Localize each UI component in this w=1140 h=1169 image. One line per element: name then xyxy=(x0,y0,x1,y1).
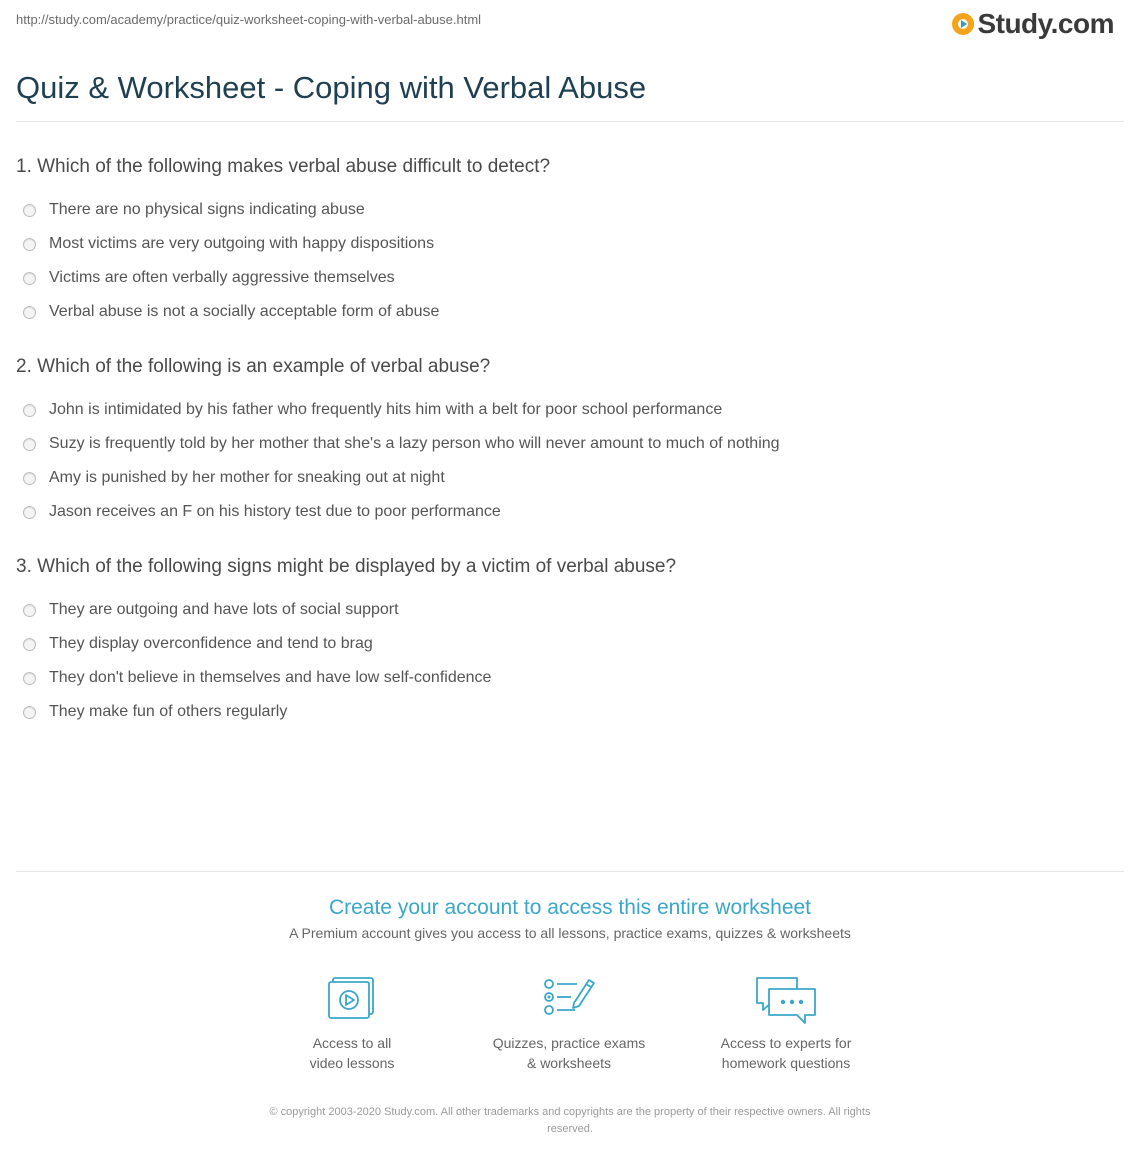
cta-divider xyxy=(16,871,1124,872)
chat-experts-icon xyxy=(753,975,819,1027)
answer-option[interactable] xyxy=(16,490,1124,534)
radio-button[interactable] xyxy=(23,306,36,319)
feature-quizzes xyxy=(469,975,669,1073)
title-divider xyxy=(16,121,1124,122)
radio-button[interactable] xyxy=(23,238,36,251)
question-3 xyxy=(16,555,1124,734)
cta-subtitle: A Premium account gives you access to all lessons, practice exams, quizzes & worksheets xyxy=(289,925,851,941)
option-label: They are outgoing and have lots of social support xyxy=(49,601,399,618)
option-label: There are no physical signs indicating abuse xyxy=(49,201,365,218)
feature-label xyxy=(252,1033,452,1073)
question-text: 3. Which of the following signs might be displayed by a victim of verbal abuse? xyxy=(16,556,677,577)
feature-label-line: homework questions xyxy=(721,1055,851,1071)
cta-title-link[interactable]: Create your account to access this entire worksheet xyxy=(328,896,812,919)
question-list xyxy=(16,155,1124,755)
option-label: Amy is punished by her mother for sneaking out at night xyxy=(49,469,445,486)
option-label: They don't believe in themselves and have low self-confidence xyxy=(49,669,492,686)
radio-button[interactable] xyxy=(23,438,36,451)
question-text: 1. Which of the following makes verbal abuse difficult to detect? xyxy=(16,156,551,177)
feature-label-line: Access to experts for xyxy=(720,1035,852,1051)
option-label: Jason receives an F on his history test due to poor performance xyxy=(49,503,501,520)
feature-video-lessons xyxy=(252,975,452,1073)
page-title: Quiz & Worksheet - Coping with Verbal Abuse xyxy=(16,70,647,105)
question-1 xyxy=(16,155,1124,334)
feature-label-line: & worksheets xyxy=(526,1055,612,1071)
page-url: http://study.com/academy/practice/quiz-worksheet-coping-with-verbal-abuse.html xyxy=(16,12,482,27)
option-label: They make fun of others regularly xyxy=(49,703,288,720)
feature-label xyxy=(469,1033,669,1073)
signup-cta xyxy=(0,893,1140,941)
quiz-checklist-icon xyxy=(541,975,597,1021)
radio-button[interactable] xyxy=(23,706,36,719)
study-logo[interactable] xyxy=(952,8,1114,40)
option-label: Suzy is frequently told by her mother that she's a lazy person who will never amount to much of nothing xyxy=(49,435,780,452)
question-text: 2. Which of the following is an example of verbal abuse? xyxy=(16,356,491,377)
feature-label-line: Quizzes, practice exams xyxy=(492,1035,646,1051)
radio-button[interactable] xyxy=(23,272,36,285)
answer-option[interactable] xyxy=(16,290,1124,334)
radio-button[interactable] xyxy=(23,204,36,217)
radio-button[interactable] xyxy=(23,506,36,519)
feature-label-line: Access to all xyxy=(312,1035,392,1051)
top-bar xyxy=(16,8,1114,42)
radio-button[interactable] xyxy=(23,638,36,651)
option-label: John is intimidated by his father who frequently hits him with a belt for poor school performance xyxy=(49,401,723,418)
video-lessons-icon xyxy=(326,975,378,1021)
option-label: Victims are often verbally aggressive themselves xyxy=(49,269,395,286)
feature-experts xyxy=(686,975,886,1073)
radio-button[interactable] xyxy=(23,472,36,485)
option-label: Most victims are very outgoing with happy dispositions xyxy=(49,235,435,252)
feature-label xyxy=(686,1033,886,1073)
radio-button[interactable] xyxy=(23,604,36,617)
feature-label-line: video lessons xyxy=(309,1055,395,1071)
question-2 xyxy=(16,355,1124,534)
footer-line: © copyright 2003-2020 Study.com. All other trademarks and copyrights are the property of their respective owners. All rights xyxy=(269,1106,871,1118)
answer-option[interactable] xyxy=(16,690,1124,734)
radio-button[interactable] xyxy=(23,672,36,685)
option-label: They display overconfidence and tend to brag xyxy=(49,635,373,652)
option-label: Verbal abuse is not a socially acceptable form of abuse xyxy=(49,303,440,320)
radio-button[interactable] xyxy=(23,404,36,417)
footer-line: reserved. xyxy=(547,1123,593,1135)
copyright-footer xyxy=(0,1104,1140,1138)
study-logo-icon xyxy=(952,13,974,35)
study-logo-text: Study.com xyxy=(977,8,1114,39)
